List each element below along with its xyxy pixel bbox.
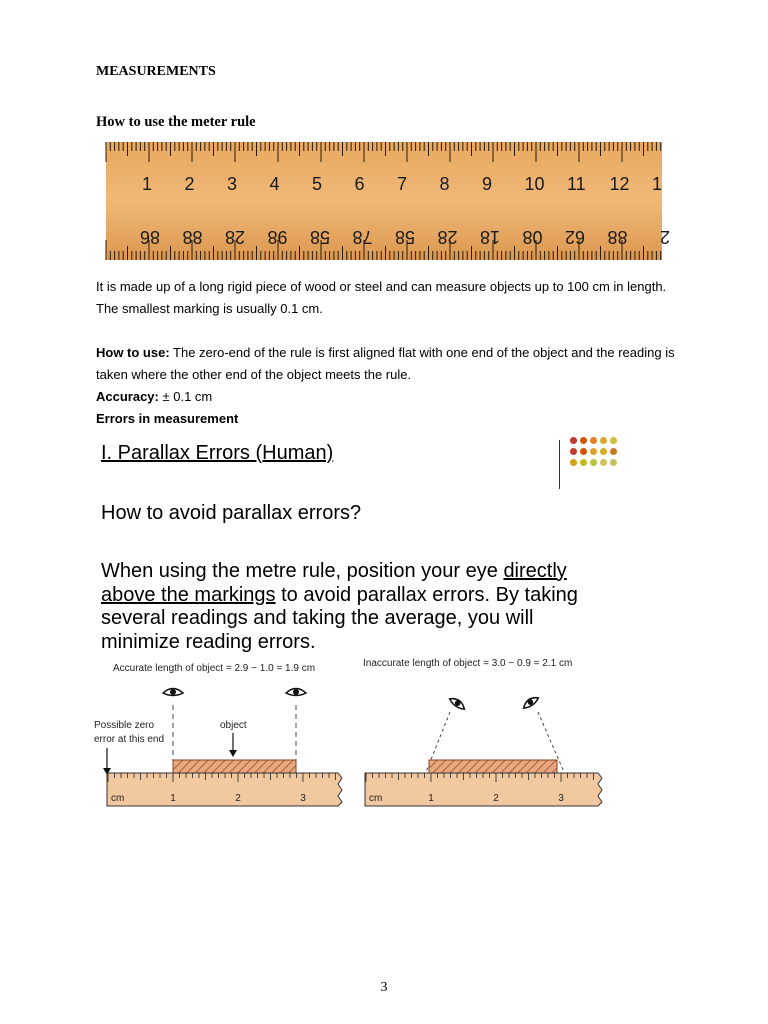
- decorative-dot: [570, 437, 577, 444]
- section-heading: How to use the meter rule: [96, 114, 256, 130]
- ruler-number: 7: [397, 174, 408, 194]
- decorative-dot: [600, 459, 607, 466]
- meter-rule-photo: [106, 142, 670, 260]
- ruler-strip: [107, 773, 342, 806]
- ruler-number-inverted: 58: [394, 227, 415, 247]
- eye-icon: [448, 696, 466, 712]
- description-paragraph: [96, 276, 736, 320]
- ruler-number: 1: [142, 174, 153, 194]
- ruler-number: 5: [312, 174, 323, 194]
- ruler-number-inverted: 86: [139, 227, 160, 247]
- page-number: 3: [380, 980, 388, 995]
- decorative-dot: [570, 459, 577, 466]
- description-line-2: The smallest marking is usually 0.1 cm.: [96, 301, 323, 316]
- ruler-number-inverted: 18: [479, 227, 500, 247]
- ruler-number-inverted: 08: [522, 227, 543, 247]
- ruler-unit: cm: [369, 793, 383, 804]
- tick-label: 2: [493, 793, 499, 804]
- ruler-number-inverted: 78: [352, 227, 373, 247]
- ruler-number-inverted: 98: [267, 227, 288, 247]
- ruler-number: 8: [439, 174, 450, 194]
- ruler-number-inverted: 2: [659, 227, 670, 247]
- slide-body-part-1: When using the metre rule, position your eye: [101, 560, 504, 582]
- inaccurate-caption: Inaccurate length of object = 3.0 − 0.9 = 2.1 cm: [363, 658, 573, 669]
- slide-body-part-2: to avoid parallax errors. By taking several readings and taking the average, you will minimize reading errors.: [101, 583, 578, 653]
- slide-title: I. Parallax Errors (Human): [101, 442, 334, 464]
- ruler-number: 4: [269, 174, 280, 194]
- accurate-caption: Accurate length of object = 2.9 − 1.0 = 1.9 cm: [113, 663, 316, 674]
- ruler-number-inverted: 88: [182, 227, 203, 247]
- slide-divider-line: [559, 440, 560, 489]
- zero-error-label-2: error at this end: [94, 734, 165, 745]
- errors-heading: Errors in measurement: [96, 411, 239, 426]
- tick-label: 1: [428, 793, 434, 804]
- eye-icon: [521, 695, 539, 711]
- page-heading: MEASUREMENTS: [96, 64, 216, 79]
- ruler-number: 9: [482, 174, 493, 194]
- decorative-dot: [600, 437, 607, 444]
- ruler-number: 10: [524, 174, 545, 194]
- tick-label: 1: [170, 793, 176, 804]
- ruler-number: 6: [354, 174, 365, 194]
- how-to-use-text-2: taken where the other end of the object meets the rule.: [96, 367, 412, 382]
- decorative-dot: [610, 437, 617, 444]
- ruler-number-inverted: 28: [437, 227, 458, 247]
- ruler-number: 1: [652, 174, 663, 194]
- tick-label: 2: [235, 793, 241, 804]
- parallax-diagram: [80, 650, 620, 820]
- decorative-dot: [600, 448, 607, 455]
- ruler-number: 12: [609, 174, 630, 194]
- decorative-dot: [570, 448, 577, 455]
- ruler-number: 3: [227, 174, 238, 194]
- ruler-number: 11: [567, 174, 586, 194]
- object-bar: [173, 760, 296, 773]
- how-to-use-text: The zero-end of the rule is first aligned flat with one end of the object and the reading is: [169, 345, 675, 360]
- tick-label: 3: [300, 793, 306, 804]
- ruler-strip: [365, 773, 602, 806]
- how-to-use-paragraph: [96, 342, 736, 430]
- ruler-number-inverted: 62: [564, 227, 585, 247]
- eye-icon: [286, 689, 306, 696]
- eye-icon: [163, 689, 183, 696]
- accuracy-value: ± 0.1 cm: [158, 389, 213, 404]
- decorative-dot: [610, 448, 617, 455]
- description-line-1: It is made up of a long rigid piece of wood or steel and can measure objects up to 100 cm in length.: [96, 279, 667, 294]
- slide-subtitle: How to avoid parallax errors?: [101, 502, 362, 524]
- decorative-dot: [580, 437, 587, 444]
- accuracy-label: Accuracy:: [96, 389, 159, 404]
- slide-body-underlined: directly above the markings: [101, 560, 567, 606]
- object-bar: [429, 760, 557, 773]
- ruler-unit: cm: [111, 793, 125, 804]
- ruler-number-inverted: 58: [309, 227, 330, 247]
- ruler-number: 2: [184, 174, 195, 194]
- object-label: object: [220, 720, 247, 731]
- how-to-use-label: How to use:: [96, 345, 170, 360]
- decorative-dot: [590, 448, 597, 455]
- decorative-dot: [580, 459, 587, 466]
- zero-error-label-1: Possible zero: [94, 720, 155, 731]
- slide-body: [101, 560, 611, 654]
- ruler-number-inverted: 88: [607, 227, 628, 247]
- decorative-dot: [590, 437, 597, 444]
- tick-label: 3: [558, 793, 564, 804]
- decorative-dot: [580, 448, 587, 455]
- ruler-number-inverted: 28: [224, 227, 245, 247]
- inaccurate-reading-diagram: [363, 658, 602, 806]
- accurate-reading-diagram: [94, 663, 342, 806]
- decorative-dot: [610, 459, 617, 466]
- decorative-dot: [590, 459, 597, 466]
